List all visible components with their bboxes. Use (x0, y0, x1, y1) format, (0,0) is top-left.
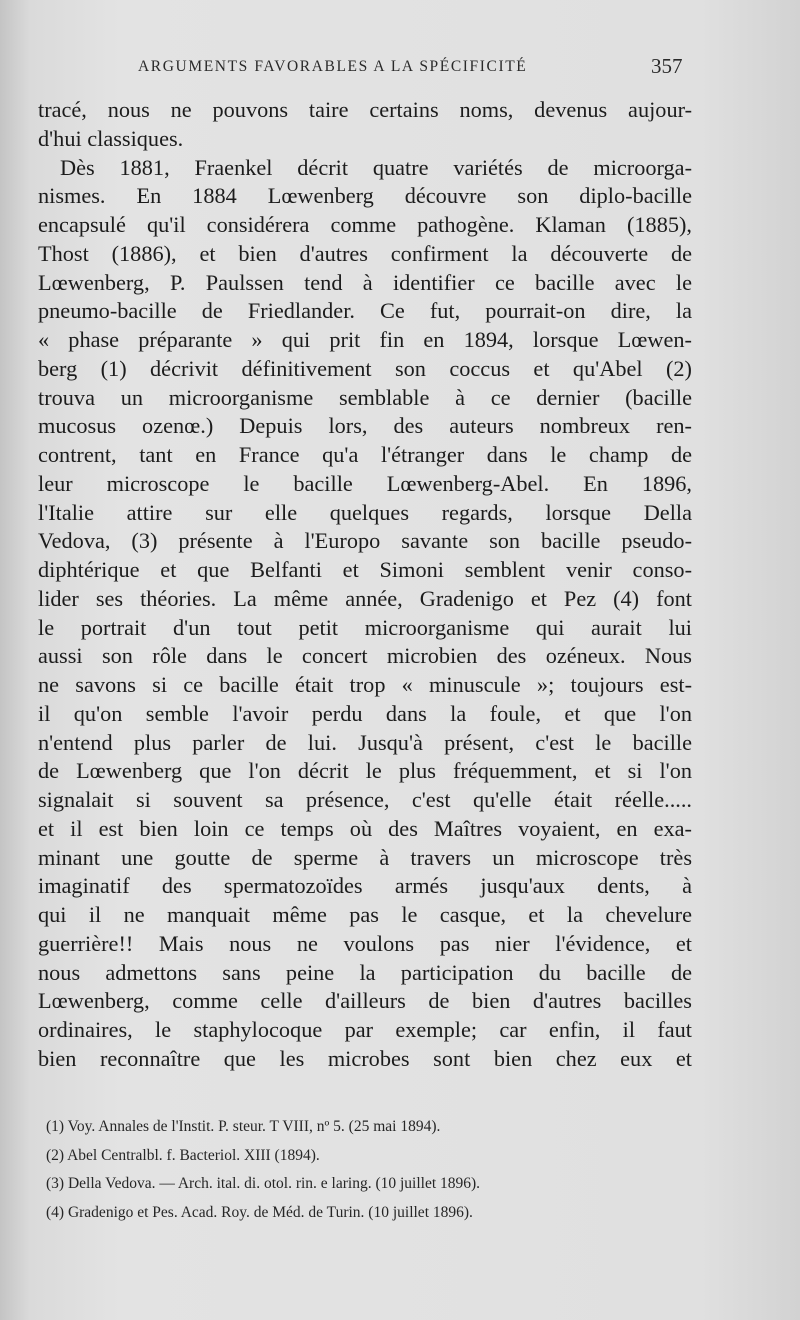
text-line: Vedova, (3) présente à l'Europo savante son bacille pseudo- (38, 528, 692, 554)
text-line: nous admettons sans peine la participation du bacille de (38, 959, 692, 985)
text-line: « phase préparante » qui prit fin en 1894, lorsque Lœwen- (38, 327, 692, 352)
text-line: qui il ne manquait même pas le casque, et la chevelure (38, 902, 692, 927)
text-line: Lœwenberg, comme celle d'ailleurs de bien d'autres bacilles (38, 988, 692, 1014)
text-line: Dès 1881, Fraenkel décrit quatre variétés de microorga- (60, 154, 692, 180)
text-line: mucosus ozenœ.) Depuis lors, des auteurs nombreux ren- (38, 413, 692, 439)
page-header (0, 52, 800, 82)
text-line: de Lœwenberg que l'on décrit le plus fréquemment, et si l'on (38, 758, 692, 784)
text-line: minant une goutte de sperme à travers un microscope très (38, 844, 692, 870)
text-line: ordinaires, le staphylocoque par exemple; car enfin, il faut (38, 1017, 692, 1042)
footnote: (3) Della Vedova. — Arch. ital. di. otol. rin. e laring. (10 juillet 1896). (46, 1175, 481, 1192)
text-line: Lœwenberg, P. Paulssen tend à identifier ce bacille avec le (38, 269, 692, 295)
text-line: n'entend plus parler de lui. Jusqu'à présent, c'est le bacille (38, 729, 692, 755)
text-line: leur microscope le bacille Lœwenberg-Abel. En 1896, (38, 470, 692, 496)
body-text (38, 96, 692, 1074)
text-line: lider ses théories. La même année, Gradenigo et Pez (4) font (38, 585, 692, 611)
text-line: pneumo-bacille de Friedlander. Ce fut, pourrait-on dire, la (38, 298, 692, 324)
text-line: d'hui classiques. (38, 125, 184, 151)
text-line: Thost (1886), et bien d'autres confirment la découverte de (38, 240, 692, 266)
footnotes (46, 1113, 686, 1227)
footnote: (1) Voy. Annales de l'Instit. P. steur. T VIII, nº 5. (25 mai 1894). (46, 1118, 441, 1135)
text-line: tracé, nous ne pouvons taire certains noms, devenus aujour- (38, 97, 692, 122)
text-line: il qu'on semble l'avoir perdu dans la foule, et que l'on (38, 700, 692, 726)
page-number: 357 (651, 54, 683, 78)
text-line: aussi son rôle dans le concert microbien des ozéneux. Nous (38, 643, 692, 669)
text-line: ne savons si ce bacille était trop « minuscule »; toujours est- (38, 672, 692, 697)
text-line: et il est bien loin ce temps où des Maîtres voyaient, en exa- (38, 815, 692, 841)
text-line: encapsulé qu'il considérera comme pathogène. Klaman (1885), (38, 212, 692, 237)
text-line: le portrait d'un tout petit microorganisme qui aurait lui (38, 614, 692, 640)
text-line: bien reconnaître que les microbes sont bien chez eux et (38, 1045, 692, 1071)
text-line: signalait si souvent sa présence, c'est qu'elle était réelle..... (38, 787, 692, 812)
footnote: (4) Gradenigo et Pes. Acad. Roy. de Méd. de Turin. (10 juillet 1896). (46, 1203, 473, 1221)
text-line: imaginatif des spermatozoïdes armés jusqu'aux dents, à (38, 873, 692, 899)
text-line: berg (1) décrivit définitivement son coccus et qu'Abel (2) (38, 355, 692, 381)
text-line: contrent, tant en France qu'a l'étranger dans le champ de (38, 442, 692, 467)
text-line: nismes. En 1884 Lœwenberg découvre son diplo-bacille (38, 183, 692, 209)
text-line: diphtérique et que Belfanti et Simoni semblent venir conso- (38, 557, 692, 582)
running-head: ARGUMENTS FAVORABLES A LA SPÉCIFICITÉ (138, 58, 528, 75)
footnote: (2) Abel Centralbl. f. Bacteriol. XIII (1894). (46, 1146, 320, 1164)
text-line: l'Italie attire sur elle quelques regards, lorsque Della (38, 499, 692, 525)
text-line: trouva un microorganisme semblable à ce dernier (bacille (38, 384, 692, 410)
text-line: guerrière!! Mais nous ne voulons pas nier l'évidence, et (38, 930, 692, 956)
